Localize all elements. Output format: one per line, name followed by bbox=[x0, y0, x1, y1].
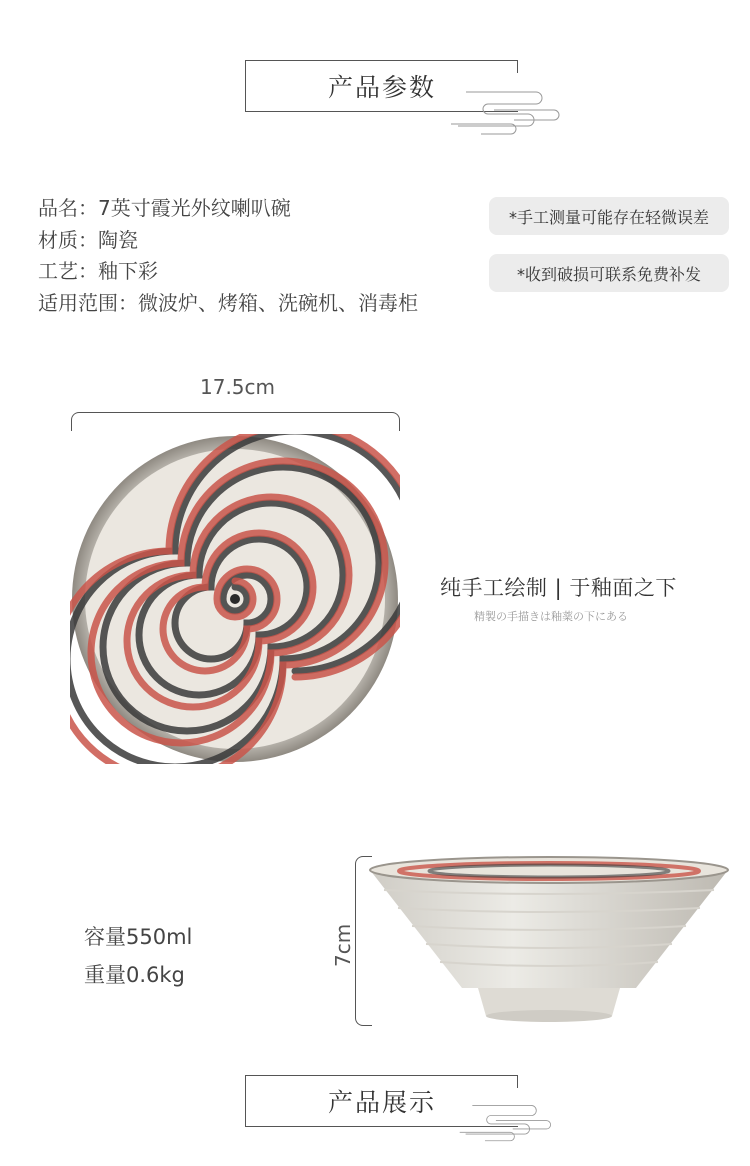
dimension-height: 7cm bbox=[331, 923, 355, 967]
tagline: 纯手工绘制 | 于釉面之下 bbox=[440, 576, 677, 600]
bowl-top-view-image bbox=[70, 434, 400, 764]
note-measurement: *手工测量可能存在轻微误差 bbox=[489, 197, 729, 235]
spec-usage: 适用范围：微波炉、烤箱、洗碗机、消毒柜 bbox=[38, 290, 418, 315]
subtagline: 精製の手描きは釉薬の下にある bbox=[474, 610, 628, 623]
spec-name: 品名：7英寸霞光外纹喇叭碗 bbox=[38, 196, 291, 220]
section-title-params: 产品参数 bbox=[245, 60, 518, 112]
dimension-width: 17.5cm bbox=[200, 375, 276, 399]
section-title-showcase: 产品展示 bbox=[245, 1075, 518, 1127]
spec-material: 材质：陶瓷 bbox=[38, 227, 138, 252]
cloud-ornament-icon bbox=[446, 82, 566, 164]
capacity-weight: 重量0.6kg bbox=[84, 963, 185, 987]
bowl-side-view-image bbox=[366, 850, 732, 1028]
spec-list bbox=[38, 193, 418, 319]
capacity-volume: 容量550ml bbox=[84, 925, 193, 949]
note-replacement: *收到破损可联系免费补发 bbox=[489, 254, 729, 292]
spec-craft: 工艺：釉下彩 bbox=[38, 259, 158, 283]
cloud-ornament-icon bbox=[446, 1097, 566, 1166]
capacity-info bbox=[84, 918, 192, 994]
width-bracket bbox=[71, 412, 400, 431]
